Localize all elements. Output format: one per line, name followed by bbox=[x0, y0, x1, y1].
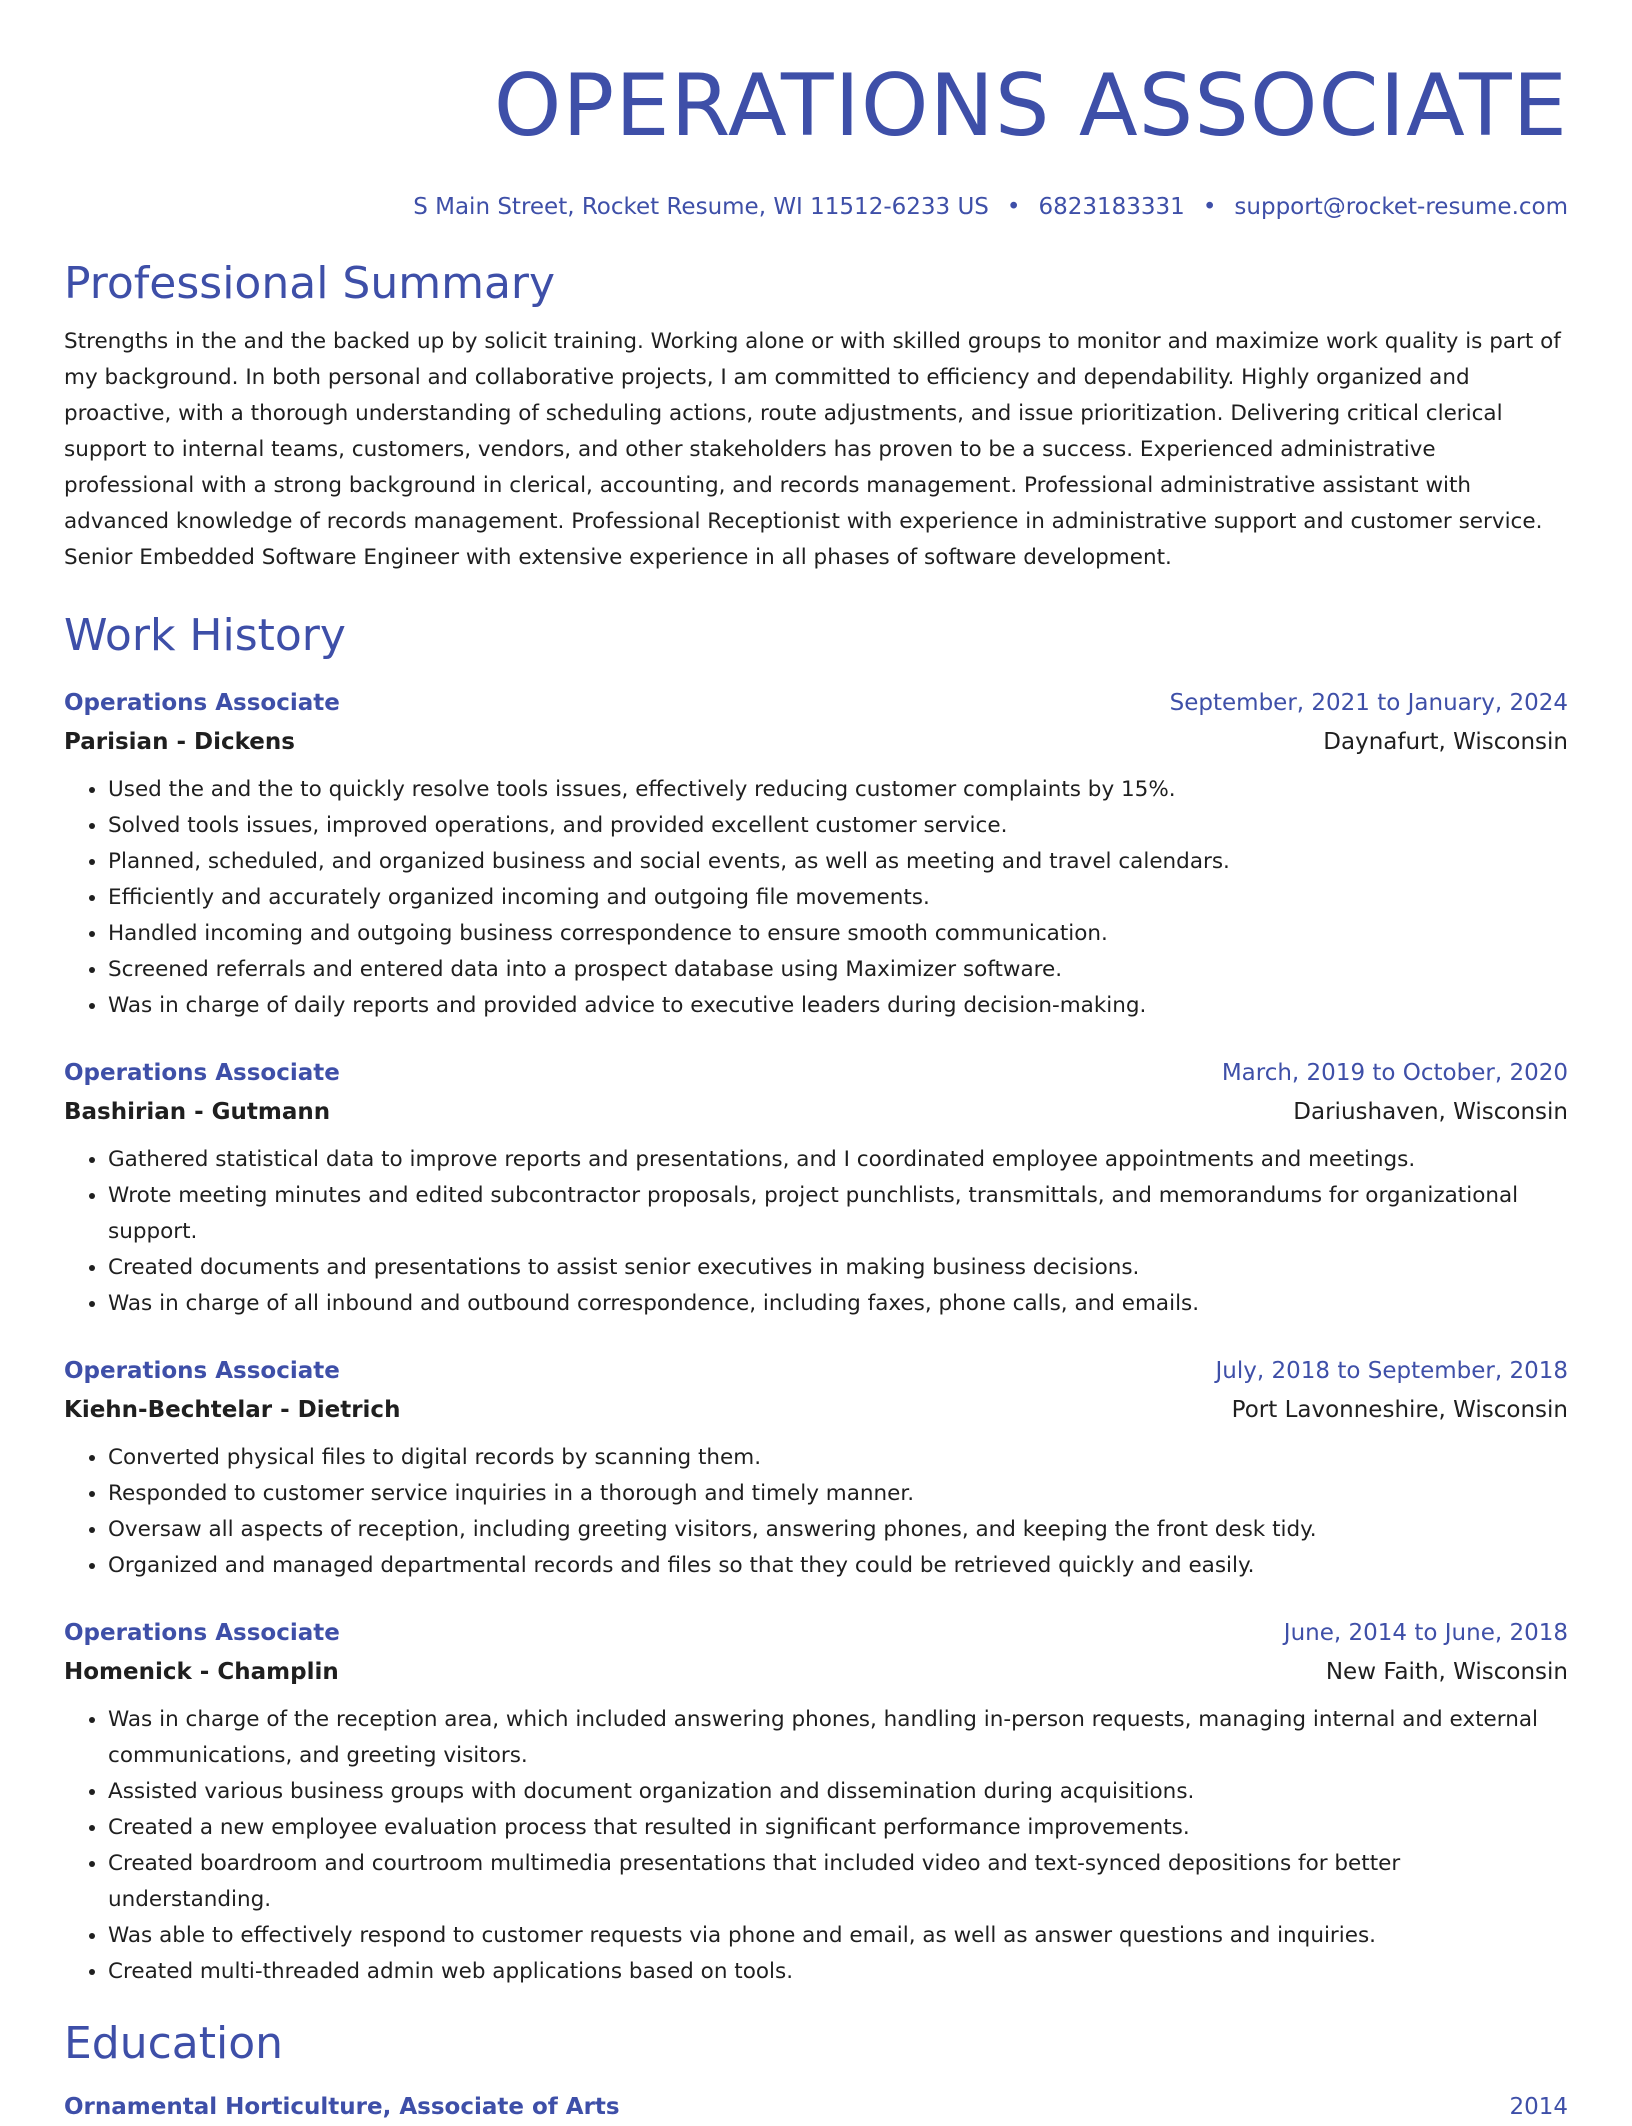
job-bullet: • Created documents and presentations to assist senior executives in making business decisions. bbox=[108, 1250, 1568, 1286]
job-company: Kiehn-Bechtelar - Dietrich bbox=[64, 1397, 401, 1423]
job-bullet: • Oversaw all aspects of reception, including greeting visitors, answering phones, and keeping the front desk tidy. bbox=[108, 1512, 1568, 1548]
job-bullets bbox=[64, 1142, 1568, 1322]
contact-phone: 6823183331 bbox=[1038, 194, 1185, 220]
resume-name: OPERATIONS ASSOCIATE bbox=[493, 56, 1568, 156]
job-entry bbox=[64, 1054, 1568, 1322]
job-bullets bbox=[64, 1440, 1568, 1584]
job-bullet: • Planned, scheduled, and organized business and social events, as well as meeting and travel calendars. bbox=[108, 844, 1568, 880]
summary-section bbox=[64, 256, 1568, 576]
job-bullet: • Assisted various business groups with document organization and dissemination during acquisitions. bbox=[108, 1774, 1568, 1810]
job-bullet: • Created multi-threaded admin web applications based on tools. bbox=[108, 1954, 1568, 1990]
job-company: Bashirian - Gutmann bbox=[64, 1099, 331, 1125]
job-title: Operations Associate bbox=[64, 1620, 340, 1646]
contact-address: S Main Street, Rocket Resume, WI 11512-6233 US bbox=[413, 194, 989, 220]
job-location: New Faith, Wisconsin bbox=[1325, 1659, 1568, 1685]
job-bullet: • Wrote meeting minutes and edited subcontractor proposals, project punchlists, transmittals, and memorandums for organizational support. bbox=[108, 1178, 1568, 1250]
job-dates: July, 2018 to September, 2018 bbox=[1215, 1358, 1568, 1384]
contact-line bbox=[64, 192, 1568, 222]
job-entry bbox=[64, 1614, 1568, 1990]
job-bullet: • Was in charge of the reception area, which included answering phones, handling in-person requests, managing internal and external communications, and greeting visitors. bbox=[108, 1702, 1568, 1774]
job-dates: September, 2021 to January, 2024 bbox=[1169, 690, 1568, 716]
job-company: Parisian - Dickens bbox=[64, 729, 295, 755]
education-year: 2014 bbox=[1509, 2094, 1568, 2120]
job-bullet: • Solved tools issues, improved operations, and provided excellent customer service. bbox=[108, 808, 1568, 844]
job-title: Operations Associate bbox=[64, 690, 340, 716]
job-bullet: • Was in charge of daily reports and provided advice to executive leaders during decision-making. bbox=[108, 988, 1568, 1024]
contact-separator: • bbox=[1202, 194, 1217, 220]
contact-email[interactable]: support@rocket-resume.com bbox=[1234, 194, 1568, 220]
contact-separator: • bbox=[1006, 194, 1021, 220]
job-bullet: • Was able to effectively respond to customer requests via phone and email, as well as answer questions and inquiries. bbox=[108, 1918, 1568, 1954]
job-bullet: • Created boardroom and courtroom multimedia presentations that included video and text-synced depositions for better understanding. bbox=[108, 1846, 1568, 1918]
job-header-row bbox=[64, 1614, 1568, 1652]
education-degree: Ornamental Horticulture, Associate of Arts bbox=[64, 2094, 620, 2120]
work-history-heading: Work History bbox=[64, 610, 346, 661]
job-bullet: • Efficiently and accurately organized incoming and outgoing file movements. bbox=[108, 880, 1568, 916]
job-company-row bbox=[64, 1390, 1568, 1430]
job-company-row bbox=[64, 1652, 1568, 1692]
job-bullet: • Screened referrals and entered data into a prospect database using Maximizer software. bbox=[108, 952, 1568, 988]
job-dates: March, 2019 to October, 2020 bbox=[1221, 1060, 1568, 1086]
job-company-row bbox=[64, 722, 1568, 762]
job-bullet: • Organized and managed departmental records and files so that they could be retrieved quickly and easily. bbox=[108, 1548, 1568, 1584]
job-bullet: • Handled incoming and outgoing business correspondence to ensure smooth communication. bbox=[108, 916, 1568, 952]
job-title: Operations Associate bbox=[64, 1060, 340, 1086]
job-bullet: • Used the and the to quickly resolve tools issues, effectively reducing customer complaints by 15%. bbox=[108, 772, 1568, 808]
job-bullets bbox=[64, 772, 1568, 1024]
job-company: Homenick - Champlin bbox=[64, 1659, 339, 1685]
job-bullet: • Created a new employee evaluation process that resulted in significant performance improvements. bbox=[108, 1810, 1568, 1846]
job-bullet: • Gathered statistical data to improve reports and presentations, and I coordinated employee appointments and meetings. bbox=[108, 1142, 1568, 1178]
resume-header bbox=[64, 0, 1568, 222]
summary-text: Strengths in the and the backed up by solicit training. Working alone or with skilled groups to monitor and maximize work quality is part of my background. In both personal and collaborative projects, I am committed to efficiency and dependability. Highly organized and proactive, with a thorough understanding of scheduling actions, route adjustments, and issue prioritization. Delivering critical clerical support to internal teams, customers, vendors, and other stakeholders has proven to be a success. Experienced administrative professional with a strong background in clerical, accounting, and records management. Professional administrative assistant with advanced knowledge of records management. Professional Receptionist with experience in administrative support and customer service. Senior Embedded Software Engineer with extensive experience in all phases of software development. bbox=[64, 329, 1561, 570]
job-location: Dariushaven, Wisconsin bbox=[1293, 1099, 1568, 1125]
job-dates: June, 2014 to June, 2018 bbox=[1283, 1620, 1568, 1646]
job-location: Port Lavonneshire, Wisconsin bbox=[1231, 1397, 1568, 1423]
work-history-section bbox=[64, 608, 1568, 1990]
job-bullet: • Was in charge of all inbound and outbound correspondence, including faxes, phone calls, and emails. bbox=[108, 1286, 1568, 1322]
job-title: Operations Associate bbox=[64, 1358, 340, 1384]
job-bullet: • Converted physical files to digital records by scanning them. bbox=[108, 1440, 1568, 1476]
job-header-row bbox=[64, 1352, 1568, 1390]
job-entry bbox=[64, 1352, 1568, 1584]
education-section bbox=[64, 2016, 1568, 2126]
summary-heading: Professional Summary bbox=[64, 258, 556, 309]
education-entry bbox=[64, 2088, 1568, 2126]
job-entry bbox=[64, 684, 1568, 1024]
job-bullet: • Responded to customer service inquiries in a thorough and timely manner. bbox=[108, 1476, 1568, 1512]
education-heading: Education bbox=[64, 2018, 284, 2069]
job-bullets bbox=[64, 1702, 1568, 1990]
job-company-row bbox=[64, 1092, 1568, 1132]
job-header-row bbox=[64, 1054, 1568, 1092]
job-location: Daynafurt, Wisconsin bbox=[1323, 729, 1568, 755]
job-header-row bbox=[64, 684, 1568, 722]
